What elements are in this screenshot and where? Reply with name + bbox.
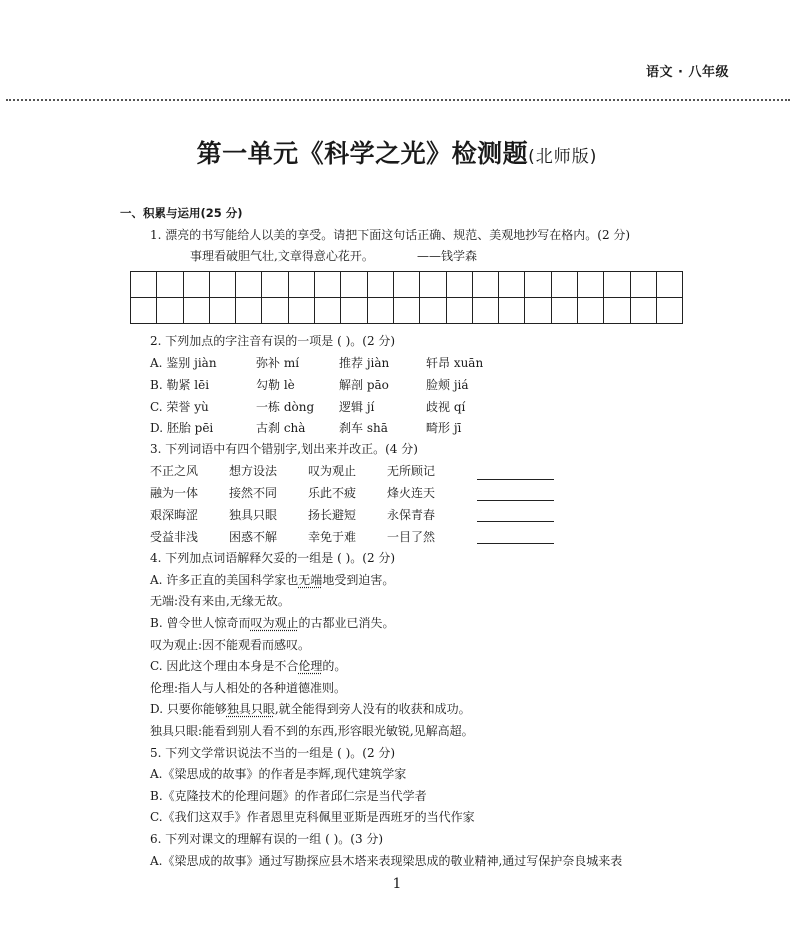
question-3-stem: 3. 下列词语中有四个错别字,划出来并改正。(4 分) (150, 442, 418, 456)
q4-b-text: 的古都业已消失。 (298, 616, 395, 630)
section-heading: 一、积累与运用(25 分) (120, 206, 243, 220)
q5-option-c: C.《我们这双手》作者恩里克科佩里亚斯是西班牙的当代作家 (150, 810, 475, 824)
q3-word: 扬长避短 (308, 508, 357, 522)
q2-option-b-1: B. 勒紧 lēi (150, 378, 210, 392)
question-1-stem: 1. 漂亮的书写能给人以美的享受。请把下面这句话正确、规范、美观地抄写在格内。(2 分) (150, 228, 631, 242)
q2-option-a-2: 弥补 mí (256, 356, 300, 370)
q4-a-text: 地受到迫害。 (322, 573, 395, 587)
q2-option-d-1: D. 胚胎 pēi (150, 421, 214, 435)
q4-option-a (150, 573, 394, 587)
q4-b-dotted-word: 叹为观止 (250, 616, 299, 630)
q4-option-d-explanation: 独具只眼:能看到别人看不到的东西,形容眼光敏锐,见解高超。 (150, 724, 474, 738)
q3-word: 艰深晦涩 (150, 508, 199, 522)
q2-option-d-4: 畸形 jī (426, 421, 462, 435)
q3-word: 乐此不疲 (308, 486, 357, 500)
question-1-quote: 事理看破胆气壮,文章得意心花开。 (190, 249, 374, 263)
q2-option-b-4: 脸颊 jiá (426, 378, 469, 392)
q3-word: 幸免于难 (308, 530, 357, 544)
q4-option-c-explanation: 伦理:指人与人相处的各种道德准则。 (150, 681, 347, 695)
answer-blank[interactable] (477, 543, 554, 544)
q4-d-dotted-word: 独具只眼 (226, 702, 275, 716)
writing-grid-row (131, 272, 683, 298)
q2-option-c-4: 歧视 qí (426, 400, 466, 414)
writing-grid[interactable] (130, 271, 683, 324)
title-main: 第一单元《科学之光》检测题 (196, 139, 529, 168)
page-title (0, 134, 794, 170)
q4-option-b-explanation: 叹为观止:因不能观看而感叹。 (150, 638, 311, 652)
q4-c-text: C. 因此这个理由本身是不合 (150, 659, 299, 673)
q2-option-b-2: 勾勒 lè (256, 378, 295, 392)
question-6-stem: 6. 下列对课文的理解有误的一组 ( )。(3 分) (150, 832, 384, 846)
q3-word: 受益非浅 (150, 530, 199, 544)
q3-word: 想方设法 (229, 464, 278, 478)
q4-option-b (150, 616, 394, 630)
q3-word: 接然不同 (229, 486, 278, 500)
q6-option-a: A.《梁思成的故事》通过写勘探应县木塔来表现梁思成的敬业精神,通过写保护奈良城来表 (150, 854, 623, 868)
q2-option-c-3: 逻辑 jí (339, 400, 375, 414)
q3-word: 独具只眼 (229, 508, 278, 522)
q4-a-text: A. 许多正直的美国科学家也 (150, 573, 299, 587)
q4-option-a-explanation: 无端:没有来由,无缘无故。 (150, 594, 290, 608)
q3-word: 不正之风 (150, 464, 199, 478)
q4-option-d (150, 702, 471, 716)
q4-a-dotted-word: 无端 (298, 573, 323, 587)
q4-option-c (150, 659, 346, 673)
q2-option-c-1: C. 荣誉 yù (150, 400, 209, 414)
question-2-stem: 2. 下列加点的字注音有误的一项是 ( )。(2 分) (150, 334, 396, 348)
q2-option-d-2: 古刹 chà (256, 421, 306, 435)
question-4-stem: 4. 下列加点词语解释欠妥的一组是 ( )。(2 分) (150, 551, 396, 565)
q3-word: 叹为观止 (308, 464, 357, 478)
answer-blank[interactable] (477, 479, 554, 480)
q5-option-b: B.《克隆技术的伦理问题》的作者邱仁宗是当代学者 (150, 789, 427, 803)
header-divider (6, 99, 790, 101)
q4-c-text: 的。 (322, 659, 347, 673)
q5-option-a: A.《梁思成的故事》的作者是李辉,现代建筑学家 (150, 767, 407, 781)
q3-word: 无所顾记 (387, 464, 436, 478)
q2-option-a-3: 推荐 jiàn (339, 356, 390, 370)
q4-b-text: B. 曾令世人惊奇而 (150, 616, 251, 630)
writing-grid-row (131, 298, 683, 324)
q3-word: 融为一体 (150, 486, 199, 500)
q3-word: 困惑不解 (229, 530, 278, 544)
page-number: 1 (392, 876, 402, 892)
title-edition: (北师版) (528, 147, 598, 167)
q2-option-b-3: 解剖 pāo (339, 378, 389, 392)
q3-word: 烽火连天 (387, 486, 436, 500)
q2-option-d-3: 刹车 shā (339, 421, 388, 435)
q4-c-dotted-word: 伦理 (298, 659, 323, 673)
q2-option-a-1: A. 鉴别 jiàn (150, 356, 217, 370)
subject-grade-label: 语文 · 八年级 (646, 65, 729, 80)
q3-word: 一目了然 (387, 530, 436, 544)
question-5-stem: 5. 下列文学常识说法不当的一组是 ( )。(2 分) (150, 746, 396, 760)
question-1-author: ——钱学森 (417, 249, 478, 263)
answer-blank[interactable] (477, 500, 554, 501)
q4-d-text: ,就全能得到旁人没有的收获和成功。 (274, 702, 471, 716)
q2-option-a-4: 轩昂 xuān (426, 356, 484, 370)
q2-option-c-2: 一栋 dòng (256, 400, 315, 414)
q3-word: 永保青春 (387, 508, 436, 522)
answer-blank[interactable] (477, 521, 554, 522)
q4-d-text: D. 只要你能够 (150, 702, 227, 716)
